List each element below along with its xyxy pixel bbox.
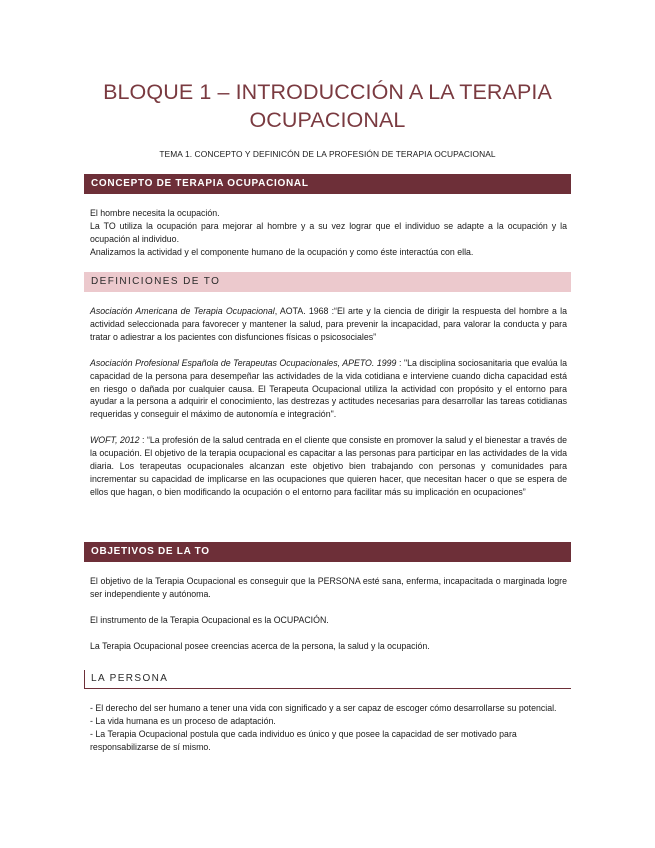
definiciones-body <box>90 305 567 499</box>
persona-body <box>90 702 567 754</box>
persona-item: - El derecho del ser humano a tener una vida con significado y a ser capaz de escoger cómo desarrollarse su potencial. <box>90 703 557 713</box>
definition-apeto <box>90 357 567 422</box>
aota-ref: , AOTA. 1968 : <box>274 306 335 316</box>
definition-aota <box>90 305 567 344</box>
persona-item: - La vida humana es un proceso de adaptación. <box>90 715 276 726</box>
objetivos-p1: El objetivo de la Terapia Ocupacional es conseguir que la PERSONA esté sana, enferma, incapacitada o marginada logre ser independiente y autónoma. <box>90 576 567 599</box>
concepto-line-2: La TO utiliza la ocupación para mejorar al hombre y a su vez lograr que el individuo se adapte a la ocupación y la ocupación al individuo. <box>90 220 567 244</box>
section-heading-concepto: CONCEPTO DE TERAPIA OCUPACIONAL <box>84 174 571 194</box>
apeto-source: Asociación Profesional Española de Terapeutas Ocupacionales, APETO. 1999 <box>90 357 397 368</box>
definition-woft <box>90 434 567 499</box>
concepto-body <box>90 207 567 259</box>
objetivos-body <box>90 575 567 653</box>
aota-text: “El arte y la ciencia de dirigir la respuesta del hombre a la actividad seleccionada para favorecer y mantener la salud, para prevenir la incapacidad, para valorar la conducta y para tratar o adiestrar a los pacientes con disfunciones físicas o psicosociales” <box>90 306 567 342</box>
section-heading-definiciones: DEFINICIONES DE TO <box>84 272 571 292</box>
objetivos-p2: El instrumento de la Terapia Ocupacional es la OCUPACIÓN. <box>90 614 329 625</box>
concepto-line-3: Analizamos la actividad y el componente humano de la ocupación y como éste interactúa con ella. <box>90 246 474 257</box>
woft-text: “La profesión de la salud centrada en el cliente que consiste en promover la salud y el bienestar a través de la ocupación. El objetivo de la terapia ocupacional es capacitar a las personas para participar en las actividades de la vida diaria. Los terapeutas ocupacionales alcanzan este objetivo bien trabajando con personas y comunidades para incrementar su capacidad de implicarse en las ocupaciones que quieren hacer, que necesitan hacer o que se espera de ellos que hagan, o bien modificando la ocupación o el entorno para facilitar más su implicación en ocupaciones” <box>90 435 568 497</box>
objetivos-p3: La Terapia Ocupacional posee creencias acerca de la persona, la salud y la ocupación. <box>90 640 430 651</box>
woft-source: WOFT, 2012 <box>90 435 140 446</box>
concepto-line-1: El hombre necesita la ocupación. <box>90 208 220 218</box>
section-heading-objetivos: OBJETIVOS DE LA TO <box>84 542 571 562</box>
section-heading-persona: LA PERSONA <box>84 670 571 689</box>
page-subtitle: TEMA 1. CONCEPTO Y DEFINICÓN DE LA PROFESIÓN DE TERAPIA OCUPACIONAL <box>159 149 496 159</box>
persona-item: - La Terapia Ocupacional postula que cada individuo es único y que posee la capacidad de ser motivado para responsabilizarse de sí mismo. <box>90 728 517 752</box>
apeto-text: "La disciplina sociosanitaria que evalúa la capacidad de la persona para desempeñar las actividades de la vida cotidiana e interviene cuando dicha capacidad está en riesgo o dañada por cualquier causa. El Terapeuta Ocupacional utiliza la actividad con propósito y el entorno para ayudar a la persona a adquirir el conocimiento, las destrezas y actitudes necesarias para desarrollar las tareas cotidianas requeridas y conseguir el máximo de autonomía e integración". <box>90 357 567 420</box>
apeto-ref: : <box>396 357 402 368</box>
page-title: BLOQUE 1 – INTRODUCCIÓN A LA TERAPIA OCUPACIONAL <box>103 80 552 132</box>
woft-ref: : <box>139 435 145 446</box>
aota-source: Asociación Americana de Terapia Ocupacional <box>90 306 275 316</box>
